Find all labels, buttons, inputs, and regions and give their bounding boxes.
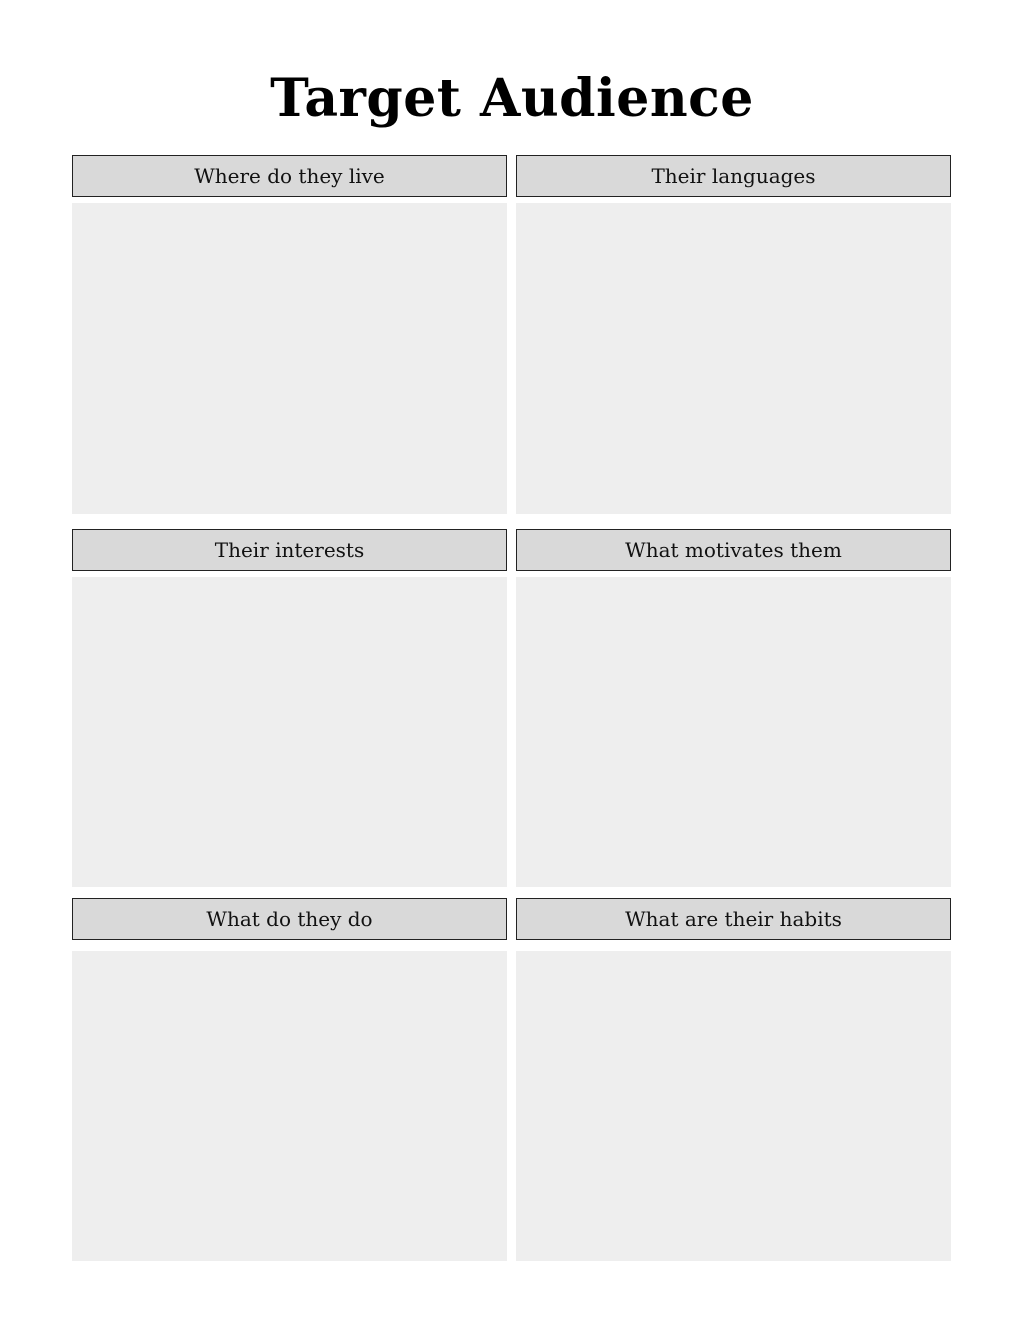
section-box-where-they-live[interactable] [72,203,507,514]
section-header-motivations: What motivates them [516,529,951,571]
section-box-motivations[interactable] [516,577,951,887]
page-title: Target Audience [270,68,754,129]
section-header-where-they-live: Where do they live [72,155,507,197]
section-header-what-they-do: What do they do [72,898,507,940]
section-box-habits[interactable] [516,951,951,1261]
section-header-interests: Their interests [72,529,507,571]
section-header-habits: What are their habits [516,898,951,940]
section-box-languages[interactable] [516,203,951,514]
section-header-languages: Their languages [516,155,951,197]
section-box-interests[interactable] [72,577,507,887]
section-box-what-they-do[interactable] [72,951,507,1261]
